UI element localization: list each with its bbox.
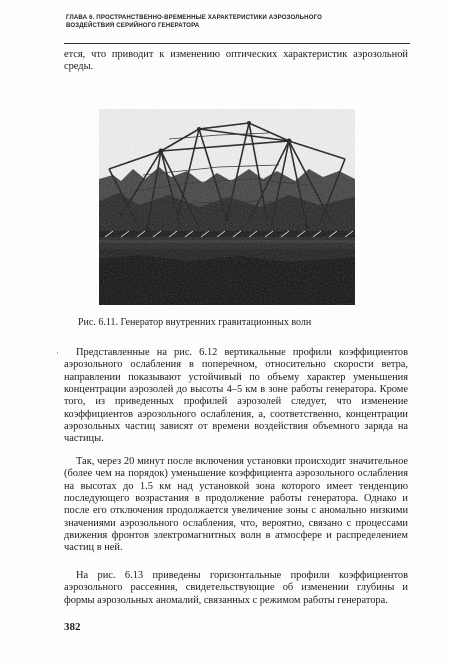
running-head-line-1: ГЛАВА 6. ПРОСТРАНСТВЕННО-ВРЕМЕННЫЕ ХАРАКТЕРИСТИКИ АЭРОЗОЛЬНОГО <box>66 14 323 21</box>
paragraph-1: Представленные на рис. 6.12 вертикальные профили коэффициентов аэрозольного ослабления в поперечном, относительно скорости ветра, направлении показывают устойчивый по объему характер уменьшения концентрации аэрозолей до высоты 4–5 км в зоне работы генератора. Кроме того, из приведенных профилей аэрозолей следует, что изменение коэффициентов аэрозольного ослабления, а, соответственно, концентрации аэрозольных частиц зависят от времени воздействия объемного заряда на частицы. <box>64 347 408 445</box>
running-head <box>66 14 406 30</box>
generator-photo <box>99 109 355 305</box>
paragraph-3: На рис. 6.13 приведены горизонтальные профили коэффициентов аэрозольного рассеяния, свидетельствующие об изменении глубины и формы аэрозольных аномалий, связанных с режимом работы генератора. <box>64 570 408 606</box>
figure-caption: Рис. 6.11. Генератор внутренних гравитационных волн <box>78 317 312 328</box>
paragraph-2: Так, через 20 минут после включения установки происходит значительное (более чем на порядок) уменьшение коэффициента аэрозольного ослабления на высотах до 1.5 км над установкой зона которого имеет тенденцию последующего возрастания в продолжение работы генератора. Однако и после его отключения продолжается увеличение зоны с аномально низкими значениями аэрозольного ослабления, что, вероятно, связано с процессами движения фронтов электромагнитных волн в атмосфере и распределением частиц в ней. <box>64 456 408 554</box>
page-number: 382 <box>64 621 81 633</box>
running-head-line-2: ВОЗДЕЙСТВИЯ СЕРИЙНОГО ГЕНЕРАТОРА <box>66 22 200 29</box>
header-rule <box>64 43 410 44</box>
intro-paragraph: ется, что приводит к изменению оптических характеристик аэрозольной среды. <box>64 49 408 73</box>
margin-mark: · <box>56 348 59 358</box>
